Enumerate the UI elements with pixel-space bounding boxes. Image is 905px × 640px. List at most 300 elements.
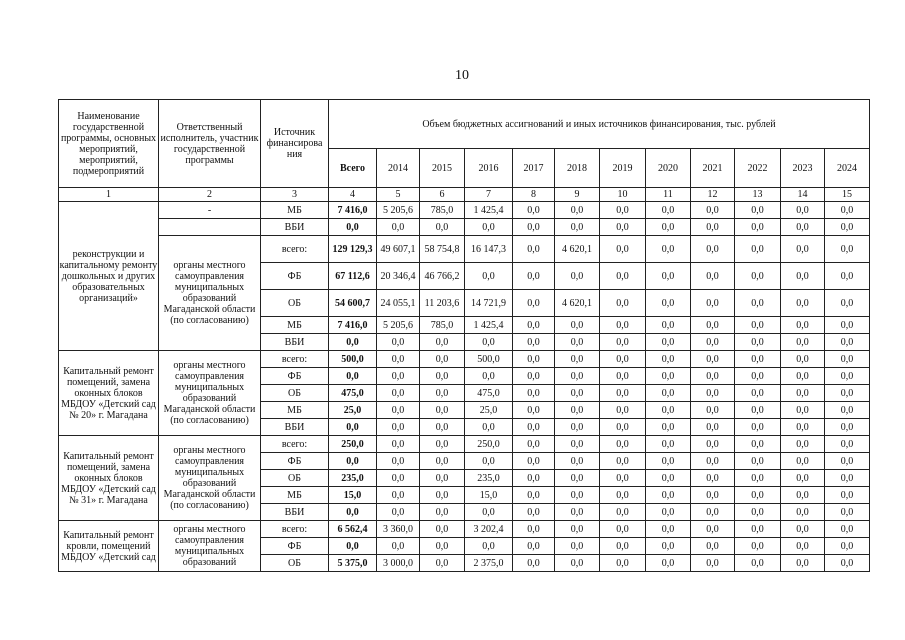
value-cell: 0,0 (513, 219, 555, 236)
header-source: Источник финансирова ния (261, 100, 329, 188)
value-cell: 0,0 (825, 402, 870, 419)
value-cell: 0,0 (329, 419, 377, 436)
value-cell: 0,0 (735, 334, 781, 351)
value-cell: 0,0 (465, 453, 513, 470)
header-year: 2022 (735, 149, 781, 188)
responsible-executor: органы местного самоуправления муниципальных образований Магаданской области (по согласованию) (159, 351, 261, 436)
value-cell: 0,0 (555, 402, 600, 419)
value-cell: 500,0 (465, 351, 513, 368)
value-cell: 0,0 (465, 368, 513, 385)
value-cell: 0,0 (646, 419, 691, 436)
value-cell: 0,0 (513, 504, 555, 521)
value-cell: 0,0 (329, 334, 377, 351)
value-cell: 0,0 (781, 317, 825, 334)
funding-source: МБ (261, 402, 329, 419)
value-cell: 0,0 (691, 419, 735, 436)
value-cell: 0,0 (646, 290, 691, 317)
funding-source: ФБ (261, 263, 329, 290)
table-row (59, 351, 870, 368)
activity-name: Капитальный ремонт помещений, замена оконных блоков МБДОУ «Детский сад № 20» г. Магадана (59, 351, 159, 436)
value-cell: 0,0 (555, 504, 600, 521)
value-cell: 25,0 (465, 402, 513, 419)
value-cell: 0,0 (646, 436, 691, 453)
value-cell: 0,0 (735, 538, 781, 555)
value-cell: 0,0 (691, 351, 735, 368)
value-cell: 24 055,1 (377, 290, 420, 317)
value-cell: 0,0 (420, 385, 465, 402)
value-cell: 0,0 (825, 487, 870, 504)
value-cell: 3 000,0 (377, 555, 420, 572)
value-cell: 0,0 (600, 368, 646, 385)
value-cell: 0,0 (420, 402, 465, 419)
value-cell: 0,0 (735, 453, 781, 470)
value-cell: 0,0 (420, 487, 465, 504)
value-cell: 0,0 (377, 368, 420, 385)
value-cell: 0,0 (600, 202, 646, 219)
value-cell: 0,0 (691, 487, 735, 504)
value-cell: 129 129,3 (329, 236, 377, 263)
value-cell: 0,0 (735, 487, 781, 504)
value-cell: 0,0 (329, 538, 377, 555)
value-cell: 0,0 (555, 470, 600, 487)
funding-source: ВБИ (261, 504, 329, 521)
value-cell: 0,0 (781, 236, 825, 263)
value-cell: 3 360,0 (377, 521, 420, 538)
value-cell: 0,0 (781, 538, 825, 555)
value-cell: 0,0 (646, 453, 691, 470)
value-cell: 0,0 (420, 538, 465, 555)
value-cell: 0,0 (781, 385, 825, 402)
value-cell: 0,0 (825, 453, 870, 470)
funding-source: ВБИ (261, 334, 329, 351)
value-cell: 0,0 (691, 385, 735, 402)
value-cell: 0,0 (825, 219, 870, 236)
responsible-executor: органы местного самоуправления муниципальных образований Магаданской области (по согласованию) (159, 436, 261, 521)
table-row (59, 236, 870, 263)
value-cell: 0,0 (377, 436, 420, 453)
value-cell: 0,0 (513, 290, 555, 317)
table-row (59, 219, 870, 236)
value-cell: 0,0 (646, 351, 691, 368)
value-cell: 0,0 (420, 334, 465, 351)
value-cell: 250,0 (465, 436, 513, 453)
header-year: 2019 (600, 149, 646, 188)
funding-source: ФБ (261, 453, 329, 470)
value-cell: 0,0 (825, 419, 870, 436)
value-cell: 0,0 (420, 453, 465, 470)
value-cell: 0,0 (513, 436, 555, 453)
funding-source: ОБ (261, 555, 329, 572)
value-cell: 0,0 (781, 453, 825, 470)
value-cell: 0,0 (555, 202, 600, 219)
value-cell: 0,0 (329, 368, 377, 385)
value-cell: 0,0 (691, 470, 735, 487)
value-cell: 5 205,6 (377, 317, 420, 334)
value-cell: 0,0 (420, 219, 465, 236)
value-cell: 0,0 (377, 334, 420, 351)
value-cell: 7 416,0 (329, 317, 377, 334)
value-cell: 0,0 (781, 555, 825, 572)
value-cell: 15,0 (329, 487, 377, 504)
value-cell: 0,0 (781, 402, 825, 419)
value-cell: 0,0 (600, 419, 646, 436)
header-volume: Объем бюджетных ассигнований и иных источников финансирования, тыс. рублей (329, 100, 870, 149)
value-cell: 0,0 (465, 334, 513, 351)
value-cell: 0,0 (600, 453, 646, 470)
value-cell: 0,0 (646, 334, 691, 351)
value-cell: 0,0 (600, 263, 646, 290)
value-cell: 0,0 (513, 419, 555, 436)
value-cell: 0,0 (513, 470, 555, 487)
value-cell: 0,0 (555, 538, 600, 555)
value-cell: 6 562,4 (329, 521, 377, 538)
value-cell: 0,0 (781, 521, 825, 538)
header-responsible: Ответственный исполнитель, участник государственной программы (159, 100, 261, 188)
value-cell: 0,0 (781, 487, 825, 504)
value-cell: 0,0 (735, 290, 781, 317)
value-cell: 0,0 (646, 487, 691, 504)
column-number: 2 (159, 188, 261, 202)
value-cell: 0,0 (825, 236, 870, 263)
value-cell: 0,0 (600, 334, 646, 351)
column-number: 15 (825, 188, 870, 202)
value-cell: 0,0 (377, 419, 420, 436)
value-cell: 46 766,2 (420, 263, 465, 290)
value-cell: 0,0 (600, 504, 646, 521)
value-cell: 0,0 (825, 521, 870, 538)
value-cell: 0,0 (825, 263, 870, 290)
header-year: 2015 (420, 149, 465, 188)
budget-table (58, 99, 870, 572)
value-cell: 0,0 (735, 555, 781, 572)
value-cell: 0,0 (691, 219, 735, 236)
value-cell: 0,0 (781, 334, 825, 351)
value-cell: 0,0 (513, 453, 555, 470)
value-cell: 16 147,3 (465, 236, 513, 263)
column-number: 5 (377, 188, 420, 202)
value-cell: 0,0 (555, 555, 600, 572)
responsible-executor: органы местного самоуправления муниципальных образований (159, 521, 261, 572)
header-year: 2014 (377, 149, 420, 188)
column-number: 12 (691, 188, 735, 202)
value-cell: 0,0 (825, 538, 870, 555)
value-cell: 0,0 (600, 317, 646, 334)
value-cell: 5 205,6 (377, 202, 420, 219)
value-cell: 0,0 (513, 334, 555, 351)
value-cell: 0,0 (600, 236, 646, 263)
value-cell: 0,0 (555, 385, 600, 402)
value-cell: 0,0 (825, 470, 870, 487)
responsible-executor: - (159, 202, 261, 219)
value-cell: 0,0 (691, 402, 735, 419)
value-cell: 0,0 (420, 504, 465, 521)
value-cell: 0,0 (377, 470, 420, 487)
value-cell: 0,0 (420, 555, 465, 572)
value-cell: 7 416,0 (329, 202, 377, 219)
value-cell: 0,0 (555, 368, 600, 385)
value-cell: 0,0 (513, 202, 555, 219)
value-cell: 0,0 (646, 236, 691, 263)
activity-name: реконструкции и капитальному ремонту дошкольных и других образовательных организаций» (59, 202, 159, 351)
value-cell: 3 202,4 (465, 521, 513, 538)
table-row (59, 202, 870, 219)
value-cell: 0,0 (555, 521, 600, 538)
value-cell: 0,0 (646, 402, 691, 419)
value-cell: 0,0 (600, 470, 646, 487)
value-cell: 0,0 (555, 436, 600, 453)
funding-source: ОБ (261, 290, 329, 317)
value-cell: 0,0 (646, 202, 691, 219)
value-cell: 0,0 (420, 470, 465, 487)
table-row (59, 521, 870, 538)
value-cell: 20 346,4 (377, 263, 420, 290)
value-cell: 0,0 (465, 504, 513, 521)
value-cell: 235,0 (329, 470, 377, 487)
value-cell: 0,0 (691, 555, 735, 572)
funding-source: всего: (261, 436, 329, 453)
header-year: 2016 (465, 149, 513, 188)
value-cell: 0,0 (735, 504, 781, 521)
value-cell: 0,0 (600, 555, 646, 572)
funding-source: ОБ (261, 470, 329, 487)
value-cell: 0,0 (513, 555, 555, 572)
value-cell: 0,0 (691, 202, 735, 219)
value-cell: 0,0 (781, 290, 825, 317)
value-cell: 0,0 (513, 368, 555, 385)
value-cell: 25,0 (329, 402, 377, 419)
value-cell: 0,0 (691, 538, 735, 555)
value-cell: 0,0 (600, 402, 646, 419)
value-cell: 0,0 (600, 436, 646, 453)
value-cell: 0,0 (781, 263, 825, 290)
value-cell: 0,0 (377, 219, 420, 236)
value-cell: 0,0 (646, 504, 691, 521)
header-year: 2018 (555, 149, 600, 188)
value-cell: 0,0 (825, 436, 870, 453)
header-year: 2023 (781, 149, 825, 188)
value-cell: 0,0 (555, 453, 600, 470)
value-cell: 0,0 (377, 351, 420, 368)
value-cell: 0,0 (513, 317, 555, 334)
funding-source: МБ (261, 317, 329, 334)
column-number: 6 (420, 188, 465, 202)
value-cell: 0,0 (691, 368, 735, 385)
value-cell: 0,0 (465, 538, 513, 555)
value-cell: 0,0 (600, 219, 646, 236)
value-cell: 0,0 (646, 385, 691, 402)
value-cell: 0,0 (555, 219, 600, 236)
value-cell: 0,0 (329, 453, 377, 470)
value-cell: 0,0 (781, 351, 825, 368)
value-cell: 0,0 (691, 317, 735, 334)
funding-source: ФБ (261, 538, 329, 555)
value-cell: 0,0 (555, 487, 600, 504)
value-cell: 0,0 (825, 334, 870, 351)
value-cell: 475,0 (329, 385, 377, 402)
value-cell: 0,0 (465, 263, 513, 290)
value-cell: 0,0 (513, 538, 555, 555)
funding-source: всего: (261, 236, 329, 263)
value-cell: 0,0 (691, 453, 735, 470)
header-year: Всего (329, 149, 377, 188)
funding-source: ВБИ (261, 219, 329, 236)
value-cell: 67 112,6 (329, 263, 377, 290)
value-cell: 0,0 (513, 487, 555, 504)
value-cell: 0,0 (735, 368, 781, 385)
value-cell: 785,0 (420, 317, 465, 334)
value-cell: 0,0 (735, 219, 781, 236)
value-cell: 0,0 (691, 504, 735, 521)
header-year: 2021 (691, 149, 735, 188)
value-cell: 0,0 (513, 236, 555, 263)
value-cell: 0,0 (513, 351, 555, 368)
value-cell: 0,0 (600, 351, 646, 368)
column-number: 8 (513, 188, 555, 202)
column-number: 9 (555, 188, 600, 202)
value-cell: 0,0 (646, 368, 691, 385)
value-cell: 0,0 (377, 487, 420, 504)
funding-source: ОБ (261, 385, 329, 402)
header-year: 2024 (825, 149, 870, 188)
header-year: 2020 (646, 149, 691, 188)
value-cell: 0,0 (646, 521, 691, 538)
funding-source: ФБ (261, 368, 329, 385)
value-cell: 0,0 (377, 538, 420, 555)
value-cell: 0,0 (735, 402, 781, 419)
value-cell: 0,0 (825, 202, 870, 219)
value-cell: 475,0 (465, 385, 513, 402)
column-number: 13 (735, 188, 781, 202)
funding-source: всего: (261, 351, 329, 368)
header-year: 2017 (513, 149, 555, 188)
value-cell: 0,0 (600, 385, 646, 402)
column-number: 4 (329, 188, 377, 202)
value-cell: 0,0 (377, 453, 420, 470)
value-cell: 0,0 (691, 290, 735, 317)
value-cell: 0,0 (781, 219, 825, 236)
value-cell: 0,0 (781, 419, 825, 436)
value-cell: 0,0 (465, 219, 513, 236)
value-cell: 0,0 (735, 385, 781, 402)
value-cell: 0,0 (825, 290, 870, 317)
value-cell: 0,0 (377, 402, 420, 419)
value-cell: 0,0 (555, 351, 600, 368)
value-cell: 0,0 (600, 290, 646, 317)
value-cell: 0,0 (735, 521, 781, 538)
value-cell: 1 425,4 (465, 317, 513, 334)
value-cell: 0,0 (600, 487, 646, 504)
value-cell: 0,0 (420, 436, 465, 453)
value-cell: 0,0 (825, 351, 870, 368)
value-cell: 0,0 (377, 385, 420, 402)
value-cell: 0,0 (735, 351, 781, 368)
value-cell: 0,0 (646, 470, 691, 487)
value-cell: 500,0 (329, 351, 377, 368)
value-cell: 0,0 (420, 419, 465, 436)
value-cell: 0,0 (691, 334, 735, 351)
funding-source: МБ (261, 202, 329, 219)
value-cell: 0,0 (555, 334, 600, 351)
value-cell: 0,0 (825, 385, 870, 402)
column-number: 11 (646, 188, 691, 202)
value-cell: 54 600,7 (329, 290, 377, 317)
page-number: 10 (455, 68, 469, 83)
value-cell: 4 620,1 (555, 236, 600, 263)
value-cell: 0,0 (781, 470, 825, 487)
funding-source: ВБИ (261, 419, 329, 436)
value-cell: 2 375,0 (465, 555, 513, 572)
column-number: 10 (600, 188, 646, 202)
responsible-executor: органы местного самоуправления муниципальных образований Магаданской области (по согласованию) (159, 236, 261, 351)
table-row (59, 436, 870, 453)
value-cell: 0,0 (646, 317, 691, 334)
column-number: 14 (781, 188, 825, 202)
value-cell: 0,0 (513, 402, 555, 419)
value-cell: 0,0 (513, 521, 555, 538)
value-cell: 0,0 (555, 419, 600, 436)
value-cell: 0,0 (420, 368, 465, 385)
value-cell: 0,0 (825, 504, 870, 521)
value-cell: 0,0 (555, 263, 600, 290)
value-cell: 0,0 (781, 436, 825, 453)
value-cell: 250,0 (329, 436, 377, 453)
value-cell: 0,0 (513, 263, 555, 290)
value-cell: 0,0 (646, 219, 691, 236)
value-cell: 0,0 (781, 504, 825, 521)
value-cell: 0,0 (825, 368, 870, 385)
value-cell: 58 754,8 (420, 236, 465, 263)
column-number: 1 (59, 188, 159, 202)
activity-name: Капитальный ремонт помещений, замена оконных блоков МБДОУ «Детский сад № 31» г. Магадана (59, 436, 159, 521)
value-cell: 0,0 (735, 202, 781, 219)
value-cell: 0,0 (646, 538, 691, 555)
value-cell: 0,0 (735, 317, 781, 334)
value-cell: 0,0 (646, 263, 691, 290)
value-cell: 0,0 (735, 236, 781, 263)
value-cell: 0,0 (420, 351, 465, 368)
value-cell: 0,0 (781, 202, 825, 219)
value-cell: 235,0 (465, 470, 513, 487)
value-cell: 0,0 (329, 219, 377, 236)
header-name: Наименование государственной программы, основных мероприятий, мероприятий, подмероприятий (59, 100, 159, 188)
value-cell: 0,0 (691, 236, 735, 263)
funding-source: МБ (261, 487, 329, 504)
value-cell: 15,0 (465, 487, 513, 504)
value-cell: 785,0 (420, 202, 465, 219)
column-number: 7 (465, 188, 513, 202)
value-cell: 5 375,0 (329, 555, 377, 572)
responsible-executor (159, 219, 261, 236)
value-cell: 0,0 (735, 263, 781, 290)
value-cell: 0,0 (465, 419, 513, 436)
value-cell: 0,0 (420, 521, 465, 538)
value-cell: 0,0 (600, 538, 646, 555)
value-cell: 0,0 (555, 317, 600, 334)
value-cell: 0,0 (735, 419, 781, 436)
value-cell: 0,0 (646, 555, 691, 572)
value-cell: 0,0 (377, 504, 420, 521)
value-cell: 0,0 (825, 555, 870, 572)
value-cell: 0,0 (735, 436, 781, 453)
value-cell: 14 721,9 (465, 290, 513, 317)
value-cell: 0,0 (329, 504, 377, 521)
value-cell: 0,0 (781, 368, 825, 385)
value-cell: 1 425,4 (465, 202, 513, 219)
value-cell: 49 607,1 (377, 236, 420, 263)
value-cell: 0,0 (825, 317, 870, 334)
value-cell: 0,0 (691, 521, 735, 538)
value-cell: 0,0 (600, 521, 646, 538)
